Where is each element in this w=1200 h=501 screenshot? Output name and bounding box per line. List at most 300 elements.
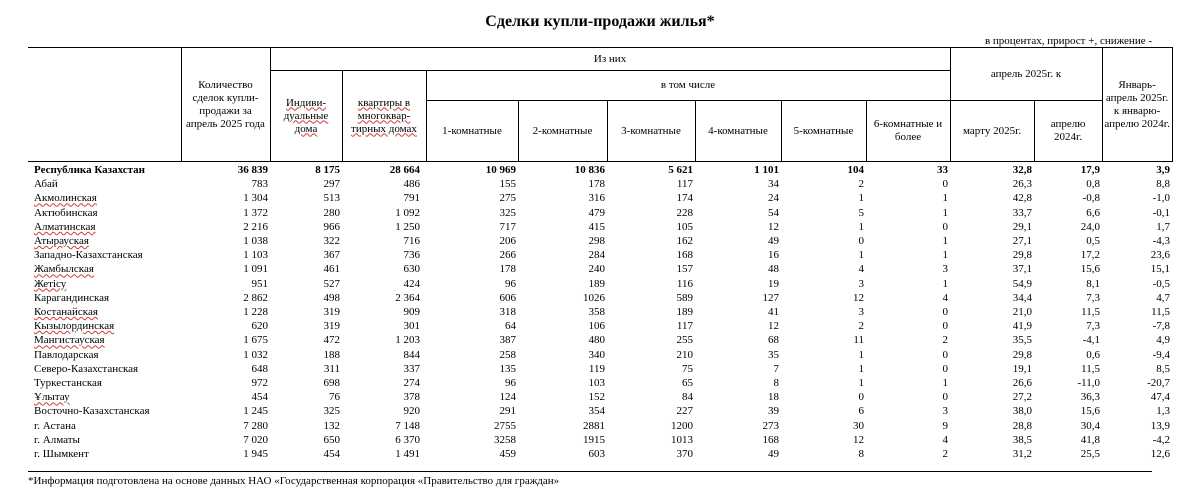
cell-ind: 461 [323, 263, 340, 276]
cell-r2: 10 836 [574, 164, 605, 176]
region-name: г. Шымкент [34, 448, 89, 461]
cell-r3: 157 [676, 263, 693, 276]
region-name: Акмолинская [34, 192, 97, 205]
cell-name [28, 277, 181, 291]
cell-r1: 64 [505, 320, 516, 333]
cell-r5: 1 [858, 192, 864, 205]
cell-apt: 630 [403, 263, 420, 276]
cell-ytd: 11,5 [1151, 306, 1170, 319]
cell-ytd: -0,1 [1152, 206, 1170, 219]
header-april-vs: апрель 2025г. к [950, 48, 1102, 101]
cell-ind: 498 [323, 291, 340, 304]
cell-march: 26,6 [1012, 377, 1032, 390]
cell-r4: 12 [768, 220, 779, 233]
cell-ind: 454 [323, 448, 340, 461]
region-name: Западно-Казахстанская [34, 249, 143, 262]
cell-ind: 76 [329, 391, 340, 404]
cell-r1: 291 [499, 405, 516, 418]
region-name: Ұлытау [34, 391, 70, 404]
cell-apt: 7 148 [395, 419, 420, 432]
header-total: Количество сделок купли-продажи за апрель 2025 года [181, 48, 270, 162]
cell-r4: 127 [762, 291, 779, 304]
cell-apr: -4,1 [1082, 334, 1100, 347]
cell-total: 1 945 [243, 448, 268, 461]
cell-r4: 48 [768, 263, 779, 276]
cell-ytd: 12,6 [1150, 448, 1170, 461]
cell-r5: 1 [858, 220, 864, 233]
cell-r1: 318 [499, 306, 516, 319]
cell-total: 1 372 [243, 206, 268, 219]
cell-r6: 2 [942, 334, 948, 347]
cell-r6: 9 [942, 419, 948, 432]
cell-apr: 7,3 [1086, 320, 1100, 333]
cell-total: 7 280 [243, 419, 268, 432]
cell-r6: 0 [942, 348, 948, 361]
cell-r4: 19 [768, 277, 779, 290]
cell-r3: 589 [676, 291, 693, 304]
cell-r1: 124 [499, 391, 516, 404]
cell-ytd: 8,5 [1156, 362, 1170, 375]
cell-apr: 15,6 [1080, 263, 1100, 276]
cell-r4: 1 101 [754, 164, 779, 176]
table-row [28, 277, 1172, 291]
cell-r2: 240 [588, 263, 605, 276]
cell-r5: 3 [858, 277, 864, 290]
cell-total: 972 [251, 377, 268, 390]
cell-r6: 0 [942, 391, 948, 404]
table-row [28, 305, 1172, 319]
cell-ind: 472 [323, 334, 340, 347]
cell-r1: 178 [499, 263, 516, 276]
cell-name [28, 206, 181, 220]
cell-r6: 4 [942, 291, 948, 304]
cell-ind: 319 [323, 320, 340, 333]
table-row [28, 404, 1172, 418]
cell-r5: 2 [858, 320, 864, 333]
cell-r4: 34 [768, 178, 779, 191]
cell-r4: 18 [768, 391, 779, 404]
cell-ind: 188 [323, 348, 340, 361]
region-name: Алматинская [34, 220, 96, 233]
cell-total: 1 103 [243, 249, 268, 262]
cell-r5: 1 [858, 362, 864, 375]
cell-ytd: -1,0 [1152, 192, 1170, 205]
cell-r4: 8 [773, 377, 779, 390]
cell-total: 36 839 [237, 164, 268, 176]
cell-apt: 920 [403, 405, 420, 418]
cell-r4: 7 [773, 362, 779, 375]
cell-ind: 319 [323, 306, 340, 319]
cell-r5: 12 [853, 433, 864, 446]
cell-ind: 132 [323, 419, 340, 432]
data-table [28, 163, 1172, 461]
cell-ytd: 23,6 [1150, 249, 1170, 262]
cell-apr: 24,0 [1080, 220, 1100, 233]
header-rooms-4: 4-комнатные [695, 101, 781, 162]
cell-r3: 84 [682, 391, 693, 404]
table-row [28, 348, 1172, 362]
cell-march: 38,0 [1012, 405, 1032, 418]
cell-r5: 8 [858, 448, 864, 461]
cell-r3: 227 [676, 405, 693, 418]
cell-apt: 2 364 [395, 291, 420, 304]
cell-march: 32,8 [1012, 164, 1032, 176]
cell-apt: 337 [403, 362, 420, 375]
cell-r3: 210 [676, 348, 693, 361]
cell-r6: 1 [942, 235, 948, 248]
cell-r1: 275 [499, 192, 516, 205]
cell-name [28, 291, 181, 305]
cell-r1: 459 [499, 448, 516, 461]
cell-ytd: -9,4 [1152, 348, 1170, 361]
cell-total: 783 [251, 178, 268, 191]
header-rooms-1: 1-комнатные [426, 101, 518, 162]
cell-name [28, 433, 181, 447]
cell-apt: 1 250 [395, 220, 420, 233]
cell-apr: 17,2 [1080, 249, 1100, 262]
cell-r2: 480 [588, 334, 605, 347]
cell-march: 41,9 [1012, 320, 1032, 333]
cell-r5: 11 [853, 334, 864, 347]
table-row-total [28, 163, 1172, 177]
cell-name [28, 348, 181, 362]
table-row [28, 248, 1172, 262]
region-name: г. Астана [34, 419, 76, 432]
table-row [28, 362, 1172, 376]
cell-r2: 152 [588, 391, 605, 404]
cell-ind: 322 [323, 235, 340, 248]
cell-apt: 486 [403, 178, 420, 191]
cell-total: 620 [251, 320, 268, 333]
cell-r4: 24 [768, 192, 779, 205]
cell-ytd: -0,5 [1152, 277, 1170, 290]
cell-r1: 3258 [494, 433, 516, 446]
region-name: Костанайская [34, 306, 98, 319]
cell-apr: 0,6 [1086, 348, 1100, 361]
cell-march: 31,2 [1012, 448, 1032, 461]
region-name: Атырауская [34, 235, 89, 248]
cell-r3: 228 [676, 206, 693, 219]
cell-r1: 717 [499, 220, 516, 233]
cell-r2: 316 [588, 192, 605, 205]
cell-r1: 258 [499, 348, 516, 361]
cell-apr: -0,8 [1082, 192, 1100, 205]
cell-name [28, 419, 181, 433]
cell-r2: 119 [588, 362, 605, 375]
cell-ytd: -7,8 [1152, 320, 1170, 333]
cell-march: 29,8 [1012, 348, 1032, 361]
cell-ytd: -20,7 [1147, 377, 1170, 390]
cell-total: 454 [251, 391, 268, 404]
cell-r4: 273 [762, 419, 779, 432]
table-row [28, 333, 1172, 347]
cell-ytd: 13,9 [1150, 419, 1170, 432]
cell-r3: 370 [676, 448, 693, 461]
cell-apr: -11,0 [1077, 377, 1100, 390]
region-name: Мангистауская [34, 334, 105, 347]
cell-total: 1 228 [243, 306, 268, 319]
cell-r5: 104 [847, 164, 864, 176]
cell-march: 35,5 [1012, 334, 1032, 347]
cell-march: 29,1 [1012, 220, 1032, 233]
cell-r4: 54 [768, 206, 779, 219]
cell-total: 2 862 [243, 291, 268, 304]
cell-r4: 49 [768, 448, 779, 461]
table-row [28, 220, 1172, 234]
cell-march: 26,3 [1012, 178, 1032, 191]
cell-r6: 2 [942, 448, 948, 461]
cell-ytd: -4,2 [1152, 433, 1170, 446]
cell-total: 1 091 [243, 263, 268, 276]
cell-name [28, 305, 181, 319]
cell-r5: 4 [858, 263, 864, 276]
cell-r1: 2755 [494, 419, 516, 432]
cell-apt: 791 [403, 192, 420, 205]
cell-name [28, 362, 181, 376]
cell-r4: 41 [768, 306, 779, 319]
cell-apr: 11,5 [1081, 306, 1100, 319]
cell-r5: 12 [853, 291, 864, 304]
cell-march: 37,1 [1012, 263, 1032, 276]
header-ytd: Январь-апрель 2025г. к январю-апрелю 2024г. [1102, 48, 1172, 162]
cell-apt: 274 [403, 377, 420, 390]
cell-total: 7 020 [243, 433, 268, 446]
cell-r2: 1915 [583, 433, 605, 446]
cell-march: 33,7 [1012, 206, 1032, 219]
cell-r3: 5 621 [668, 164, 693, 176]
cell-ind: 280 [323, 206, 340, 219]
bottom-rule [28, 471, 1152, 472]
cell-r3: 117 [676, 178, 693, 191]
cell-r2: 479 [588, 206, 605, 219]
cell-march: 21,0 [1012, 306, 1032, 319]
cell-apr: 8,1 [1086, 277, 1100, 290]
cell-r5: 30 [853, 419, 864, 432]
table-row [28, 419, 1172, 433]
cell-apr: 7,3 [1086, 291, 1100, 304]
cell-r3: 255 [676, 334, 693, 347]
cell-r4: 49 [768, 235, 779, 248]
cell-ytd: -4,3 [1152, 235, 1170, 248]
cell-r2: 358 [588, 306, 605, 319]
cell-r6: 3 [942, 405, 948, 418]
cell-r3: 162 [676, 235, 693, 248]
cell-ind: 367 [323, 249, 340, 262]
cell-name [28, 177, 181, 191]
cell-r6: 3 [942, 263, 948, 276]
cell-r2: 354 [588, 405, 605, 418]
cell-apt: 736 [403, 249, 420, 262]
cell-name [28, 376, 181, 390]
cell-r6: 4 [942, 433, 948, 446]
header-region [28, 48, 181, 162]
cell-total: 1 675 [243, 334, 268, 347]
cell-total: 1 245 [243, 405, 268, 418]
cell-r5: 0 [858, 391, 864, 404]
cell-apt: 716 [403, 235, 420, 248]
cell-r1: 206 [499, 235, 516, 248]
region-name: Восточно-Казахстанская [34, 405, 150, 418]
cell-r1: 135 [499, 362, 516, 375]
cell-r5: 1 [858, 348, 864, 361]
table-row [28, 191, 1172, 205]
table-row [28, 234, 1172, 248]
cell-r6: 0 [942, 306, 948, 319]
cell-r2: 178 [588, 178, 605, 191]
cell-r2: 103 [588, 377, 605, 390]
cell-ytd: 1,7 [1156, 220, 1170, 233]
cell-ytd: 1,3 [1156, 405, 1170, 418]
cell-r3: 117 [676, 320, 693, 333]
cell-r2: 340 [588, 348, 605, 361]
cell-r6: 0 [942, 320, 948, 333]
cell-march: 27,2 [1012, 391, 1032, 404]
header-rooms-5: 5-комнатные [781, 101, 866, 162]
header-rooms-3: 3-комнатные [607, 101, 695, 162]
cell-ind: 513 [323, 192, 340, 205]
cell-r4: 39 [768, 405, 779, 418]
cell-r1: 266 [499, 249, 516, 262]
cell-r4: 168 [762, 433, 779, 446]
cell-r4: 68 [768, 334, 779, 347]
cell-r1: 155 [499, 178, 516, 191]
cell-ind: 650 [323, 433, 340, 446]
header-apartments: квартиры в многоквар-тирных домах [342, 71, 426, 162]
region-name: Карагандинская [34, 291, 110, 304]
cell-r2: 284 [588, 249, 605, 262]
cell-apr: 30,4 [1080, 419, 1100, 432]
header-individual: Индиви-дуальные дома [270, 71, 342, 162]
cell-march: 19,1 [1012, 362, 1032, 375]
table-row [28, 177, 1172, 191]
cell-r3: 1200 [671, 419, 693, 432]
cell-name [28, 333, 181, 347]
cell-name [28, 220, 181, 234]
cell-apt: 1 092 [395, 206, 420, 219]
cell-name [28, 262, 181, 276]
cell-apt: 6 370 [395, 433, 420, 446]
header-april-prev: апрелю 2024г. [1034, 101, 1102, 162]
cell-apr: 36,3 [1080, 391, 1100, 404]
cell-apr: 6,6 [1086, 206, 1100, 219]
region-name: Павлодарская [34, 348, 99, 361]
region-name: Жетісу [34, 277, 67, 290]
cell-ind: 8 175 [315, 164, 340, 176]
cell-r1: 10 969 [485, 164, 516, 176]
header-march: марту 2025г. [950, 101, 1034, 162]
cell-r6: 0 [942, 362, 948, 375]
cell-r6: 1 [942, 377, 948, 390]
cell-apr: 15,6 [1080, 405, 1100, 418]
cell-r2: 2881 [583, 419, 605, 432]
cell-r6: 0 [942, 220, 948, 233]
cell-r6: 1 [942, 249, 948, 262]
region-name: Жамбылская [34, 263, 94, 276]
region-name: Абай [34, 178, 58, 191]
cell-name [28, 163, 181, 177]
cell-r2: 415 [588, 220, 605, 233]
cell-r1: 96 [505, 277, 516, 290]
cell-ytd: 4,9 [1156, 334, 1170, 347]
cell-r2: 603 [588, 448, 605, 461]
cell-ytd: 3,9 [1156, 164, 1170, 176]
table-row [28, 262, 1172, 276]
cell-r4: 12 [768, 320, 779, 333]
cell-r3: 65 [682, 377, 693, 390]
table-row [28, 319, 1172, 333]
cell-total: 1 032 [243, 348, 268, 361]
table-row [28, 447, 1172, 461]
cell-name [28, 447, 181, 461]
cell-r6: 33 [937, 164, 948, 176]
cell-r5: 0 [858, 235, 864, 248]
cell-name [28, 234, 181, 248]
cell-march: 28,8 [1012, 419, 1032, 432]
cell-ytd: 47,4 [1150, 391, 1170, 404]
cell-ind: 325 [323, 405, 340, 418]
cell-apr: 0,8 [1086, 178, 1100, 191]
cell-r1: 325 [499, 206, 516, 219]
cell-ind: 297 [323, 178, 340, 191]
region-name: Туркестанская [34, 377, 102, 390]
region-name: Кызылординская [34, 320, 115, 333]
cell-r2: 189 [588, 277, 605, 290]
cell-ind: 966 [323, 220, 340, 233]
cell-march: 38,5 [1012, 433, 1032, 446]
cell-r5: 1 [858, 377, 864, 390]
cell-r6: 1 [942, 192, 948, 205]
cell-total: 1 304 [243, 192, 268, 205]
cell-apr: 17,9 [1080, 164, 1100, 176]
cell-r3: 116 [676, 277, 693, 290]
table-row [28, 291, 1172, 305]
cell-apr: 41,8 [1080, 433, 1100, 446]
header-rooms-6: 6-комнатные и более [866, 101, 950, 162]
region-name: Северо-Казахстанская [34, 362, 139, 375]
units-note: в процентах, прирост +, снижение - [984, 35, 1152, 47]
cell-r5: 5 [858, 206, 864, 219]
cell-r3: 75 [682, 362, 693, 375]
region-name: Республика Казахстан [34, 164, 146, 176]
region-name: г. Алматы [34, 433, 80, 446]
cell-march: 29,8 [1012, 249, 1032, 262]
cell-ytd: 8,8 [1156, 178, 1170, 191]
cell-r6: 1 [942, 206, 948, 219]
cell-total: 2 216 [243, 220, 268, 233]
table-row [28, 206, 1172, 220]
cell-apt: 909 [403, 306, 420, 319]
cell-r5: 6 [858, 405, 864, 418]
cell-apr: 11,5 [1081, 362, 1100, 375]
cell-apr: 0,5 [1086, 235, 1100, 248]
cell-name [28, 319, 181, 333]
header-including: в том числе [426, 71, 950, 101]
cell-r6: 1 [942, 277, 948, 290]
cell-apt: 844 [403, 348, 420, 361]
cell-march: 27,1 [1012, 235, 1032, 248]
cell-apt: 424 [403, 277, 420, 290]
table-row [28, 376, 1172, 390]
footnote: *Информация подготовлена на основе данных НАО «Государственная корпорация «Правительство для граждан» [28, 475, 560, 487]
cell-apr: 25,5 [1080, 448, 1100, 461]
cell-apt: 1 491 [395, 448, 420, 461]
cell-total: 648 [251, 362, 268, 375]
cell-r1: 606 [499, 291, 516, 304]
cell-apt: 378 [403, 391, 420, 404]
cell-r2: 1026 [583, 291, 605, 304]
cell-march: 42,8 [1012, 192, 1032, 205]
cell-r2: 298 [588, 235, 605, 248]
